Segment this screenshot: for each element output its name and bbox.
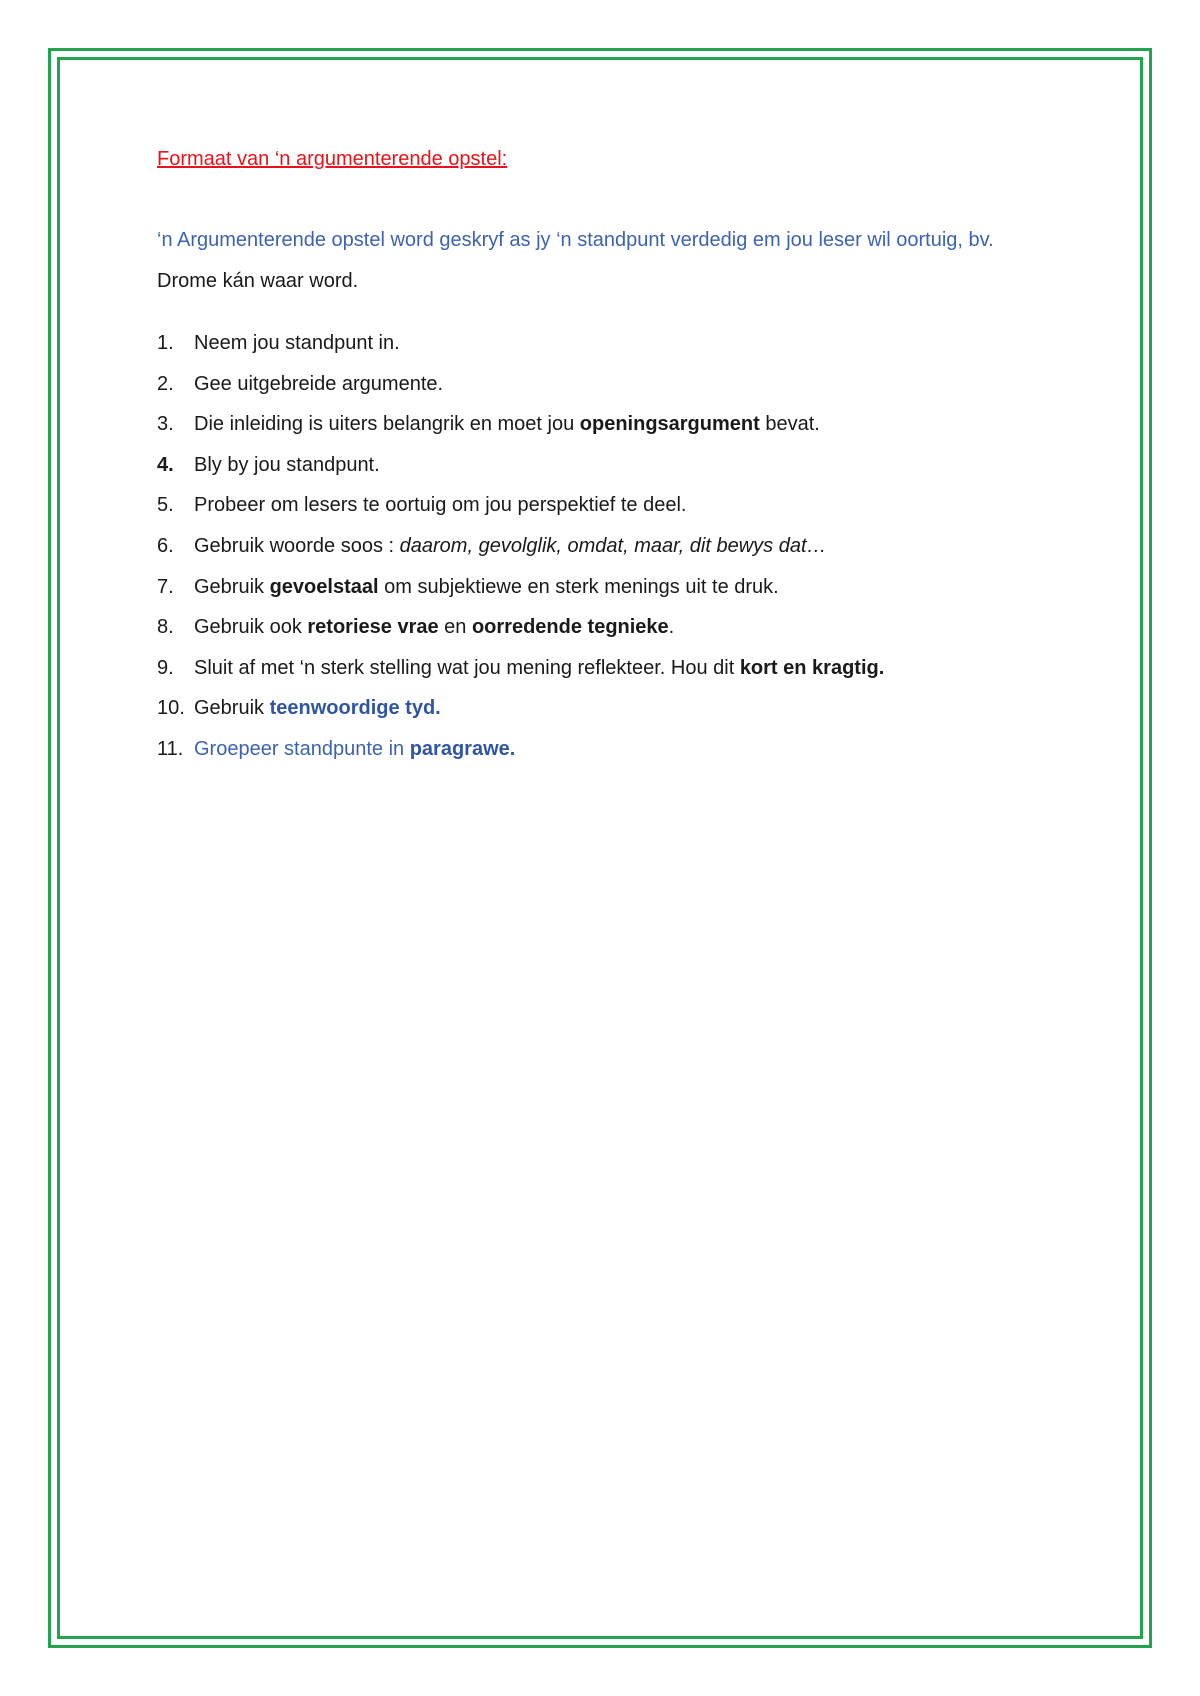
list-item-number: 4. xyxy=(157,453,174,476)
list-item-text: Die inleiding is uiters belangrik en moet jou xyxy=(194,413,580,436)
list-item-number: 9. xyxy=(157,656,174,679)
list-item-blue-bold-text: paragrawe. xyxy=(409,737,516,760)
list-item-text: Gebruik xyxy=(194,697,270,720)
list-item xyxy=(157,526,1037,567)
list-item-bold-text: retoriese vrae xyxy=(307,616,439,639)
list-item-text: Sluit af met ‘n sterk stelling wat jou mening reflekteer. Hou dit xyxy=(194,656,740,679)
list-item-text: Gebruik woorde soos : xyxy=(194,534,400,557)
list-item-blue-text: Groepeer standpunte in xyxy=(194,737,410,760)
list-item-number: 2. xyxy=(157,372,174,395)
list-item-text: om subjektiewe en sterk menings uit te druk. xyxy=(378,575,779,598)
list-item-text: Gebruik xyxy=(194,575,270,598)
list-item-text: Gebruik ook xyxy=(194,616,308,639)
list-item-text: Bly by jou standpunt. xyxy=(194,453,380,476)
list-item-text: Gee uitgebreide argumente. xyxy=(194,372,444,395)
list-item xyxy=(157,648,1037,689)
list-item xyxy=(157,323,1037,364)
list-item-bold-text: kort en kragtig. xyxy=(739,656,885,679)
list-item-bold-text: gevoelstaal xyxy=(269,575,379,598)
list-item-number: 10. xyxy=(157,697,185,720)
document-title: Formaat van ‘n argumenterende opstel: xyxy=(157,148,508,170)
intro-paragraph xyxy=(157,220,1037,302)
list-item xyxy=(157,445,1037,486)
list-item xyxy=(157,729,1037,770)
list-item-number: 5. xyxy=(157,494,174,517)
list-item-number: 7. xyxy=(157,575,174,598)
document-content xyxy=(157,142,1037,790)
list-item-text: en xyxy=(438,616,472,639)
list-item xyxy=(157,567,1037,608)
list-item-number: 8. xyxy=(157,616,174,639)
list-item-number: 6. xyxy=(157,534,174,557)
list-item xyxy=(157,688,1037,729)
list-item-blue-bold-text: teenwoordige tyd. xyxy=(269,697,441,720)
guidelines-list xyxy=(157,323,1037,770)
list-item-number: 11. xyxy=(157,737,184,760)
list-item-number: 3. xyxy=(157,413,174,436)
list-item-number: 1. xyxy=(157,332,174,354)
list-item-text: Neem jou standpunt in. xyxy=(194,332,400,354)
list-item xyxy=(157,607,1037,648)
list-item-bold-text: openingsargument xyxy=(579,413,760,436)
list-item-text: . xyxy=(668,616,675,639)
list-item-text: bevat. xyxy=(759,413,820,436)
list-item xyxy=(157,485,1037,526)
intro-blue-text: ‘n Argumenterende opstel word geskryf as jy ‘n standpunt verdedig em jou leser wil oortuig, bv. xyxy=(157,229,994,251)
list-item xyxy=(157,364,1037,405)
list-item-bold-text: oorredende tegnieke xyxy=(471,616,669,639)
intro-example-text: Drome kán waar word. xyxy=(157,270,359,292)
list-item-italic-text: daarom, gevolglik, omdat, maar, dit bewys dat… xyxy=(399,534,827,557)
list-item-text: Probeer om lesers te oortuig om jou perspektief te deel. xyxy=(194,494,687,517)
list-item xyxy=(157,404,1037,445)
